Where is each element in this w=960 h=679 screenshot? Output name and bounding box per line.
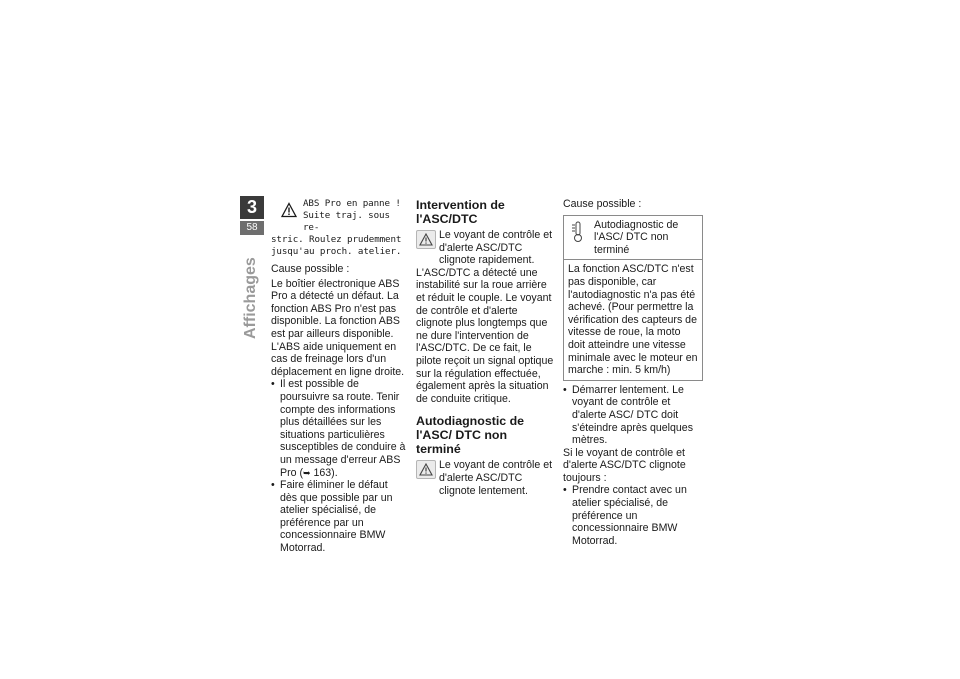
warning-triangle-icon xyxy=(281,202,297,218)
arrow-right-icon: ➥ xyxy=(302,467,311,478)
warning-line: stric. Roulez prudemment xyxy=(271,234,402,245)
box-title: Autodiagnostic de l'ASC/ DTC non terminé xyxy=(594,218,679,256)
column-2 xyxy=(416,198,554,497)
section-title: Affichages xyxy=(242,257,259,339)
paragraph: Si le voyant de contrôle et d'alerte ASC/DTC clignote toujours : xyxy=(563,446,686,484)
section-heading: Intervention de l'ASC/DTC xyxy=(416,198,505,226)
warning-lamp-icon xyxy=(416,230,436,249)
bullet-list xyxy=(563,484,703,547)
bullet-list xyxy=(271,378,407,554)
warning-lamp-icon xyxy=(416,460,436,479)
warning-line: Suite traj. sous re- xyxy=(303,210,390,233)
warning-display xyxy=(271,198,407,258)
column-1 xyxy=(271,198,407,555)
page-ref-link[interactable]: 163 xyxy=(313,466,332,479)
section-heading: Autodiagnostic de l'ASC/ DTC non terminé xyxy=(416,414,525,457)
warning-line: ABS Pro en panne ! xyxy=(303,198,401,209)
chapter-number: 3 xyxy=(240,196,264,219)
page-number: 58 xyxy=(240,221,264,235)
cause-text: Le boîtier électronique ABS Pro a détecté un défaut. La fonction ABS Pro n'est pas disponible. La fonction ABS est par ailleurs disponible. L'ABS aide uniquement en cas de freinage lors d'un déplacement en ligne droite. xyxy=(271,277,405,378)
bullet-list xyxy=(563,384,703,447)
list-item: • Prendre contact avec un atelier spécialisé, de préférence un concessionnaire BMW Motorrad. xyxy=(563,484,703,547)
cause-label: Cause possible : xyxy=(271,263,350,275)
lamp-note: Le voyant de contrôle et d'alerte ASC/DTC clignote rapidement. xyxy=(416,229,554,267)
column-3 xyxy=(563,198,703,547)
warning-line: jusqu'au proch. atelier. xyxy=(271,246,402,257)
box-body: La fonction ASC/DTC n'est pas disponible, car l'autodiagnostic n'a pas été achevé. (Pour permettre la vérification des capteurs de vitesse de roue, la moto doit atteindre une vitesse minimale avec le moteur en marche : min. 5 km/h) xyxy=(568,263,698,377)
info-box xyxy=(563,215,703,381)
list-item: • Il est possible de poursuivre sa route. Tenir compte des informations plus détaillées sur les situations particulières susceptibles de conduire à un message d'erreur ABS Pro (➥ 163). xyxy=(271,378,407,479)
list-item: • Faire éliminer le défaut dès que possible par un atelier spécialisé, de préférence par un concessionnaire BMW Motorrad. xyxy=(271,479,407,555)
cause-label: Cause possible : xyxy=(563,198,642,210)
lamp-note: Le voyant de contrôle et d'alerte ASC/DTC clignote lentement. xyxy=(416,459,554,497)
paragraph: L'ASC/DTC a détecté une instabilité sur la roue arrière et réduit le couple. Le voyant de contrôle et d'alerte clignote plus longtemps que ne dure l'intervention de l'ASC/DTC. De ce fait, le pilote reçoit un signal optique sur la régulation effectuée, également après la situation de conduite critique. xyxy=(416,266,554,405)
list-item: • Démarrer lentement. Le voyant de contrôle et d'alerte ASC/ DTC doit s'éteindre après quelques mètres. xyxy=(563,384,703,447)
thermometer-icon xyxy=(570,221,586,243)
